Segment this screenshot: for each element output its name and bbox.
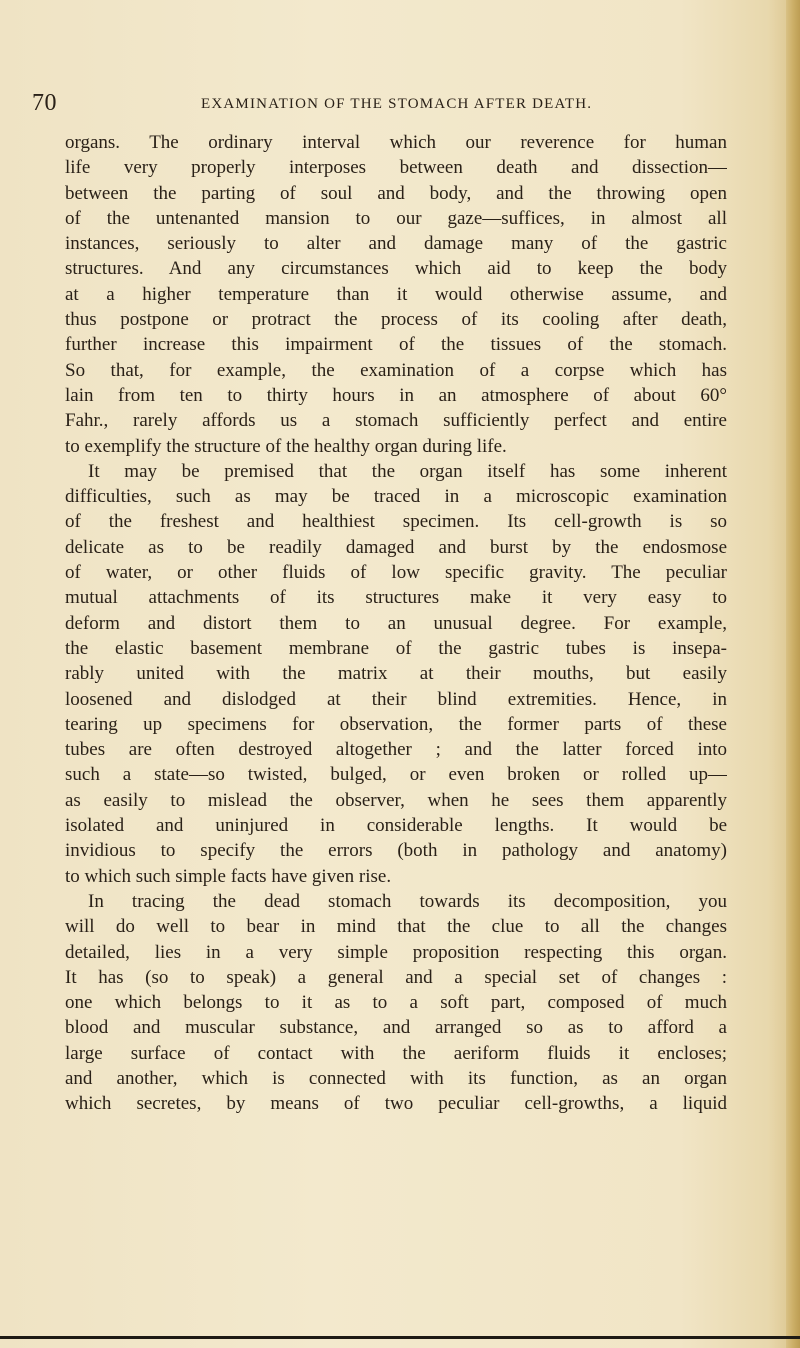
text-line: further increase this impairment of the tissues of the stomach. [65,334,727,356]
text-line: organs. The ordinary interval which our reverence for human [65,132,727,153]
text-line: which secretes, by means of two peculiar cell-growths, a liquid [65,1093,727,1115]
text-line: It may be premised that the organ itself has some inherent [88,460,727,482]
running-head: EXAMINATION OF THE STOMACH AFTER DEATH. [201,96,593,112]
text-line: of the untenanted mansion to our gaze—suffices, in almost all [65,207,727,229]
text-line: between the parting of soul and body, and the throwing open [65,182,727,204]
text-line: of the freshest and healthiest specimen. Its cell-growth is so [65,511,727,533]
text-line: the elastic basement membrane of the gastric tubes is insepa- [65,637,727,659]
text-line: deform and distort them to an unusual degree. For example, [65,612,727,634]
text-line: It has (so to speak) a general and a special set of changes : [65,966,727,988]
text-line: to which such simple facts have given rise. [65,865,392,887]
page-edge [786,0,800,1348]
text-line: loosened and dislodged at their blind extremities. Hence, in [65,688,727,710]
text-line: and another, which is connected with its function, as an organ [65,1067,727,1089]
text-line: life very properly interposes between death and dissection— [65,157,727,179]
text-line: detailed, lies in a very simple proposition respecting this organ. [65,941,727,963]
text-line: lain from ten to thirty hours in an atmosphere of about 60° [65,384,727,406]
text-line: at a higher temperature than it would otherwise assume, and [65,283,727,305]
text-line: rably united with the matrix at their mouths, but easily [65,663,727,685]
body-text [65,130,727,1117]
text-line: one which belongs to it as to a soft part, composed of much [65,992,727,1014]
text-line: invidious to specify the errors (both in pathology and anatomy) [65,840,727,862]
page-number: 70 [32,90,57,116]
text-line: such a state—so twisted, bulged, or even broken or rolled up— [65,764,727,786]
text-line: In tracing the dead stomach towards its decomposition, you [88,890,727,912]
text-line: tearing up specimens for observation, the former parts of these [65,713,727,735]
bottom-rule [0,1336,800,1339]
text-line: instances, seriously to alter and damage many of the gastric [65,233,727,255]
text-line: to exemplify the structure of the healthy organ during life. [65,435,507,457]
text-line: large surface of contact with the aeriform fluids it encloses; [65,1042,727,1064]
text-line: of water, or other fluids of low specific gravity. The peculiar [65,562,727,584]
text-line: So that, for example, the examination of a corpse which has [65,359,727,381]
text-line: tubes are often destroyed altogether ; and the latter forced into [65,739,727,761]
text-line: delicate as to be readily damaged and burst by the endosmose [65,536,727,558]
text-line: thus postpone or protract the process of its cooling after death, [65,309,727,331]
text-line: structures. And any circumstances which aid to keep the body [65,258,727,280]
text-line: blood and muscular substance, and arranged so as to afford a [65,1017,727,1039]
page-header [32,90,732,120]
text-line: will do well to bear in mind that the clue to all the changes [65,916,727,938]
text-line: isolated and uninjured in considerable lengths. It would be [65,815,727,837]
text-line: as easily to mislead the observer, when he sees them apparently [65,789,727,811]
text-line: Fahr., rarely affords us a stomach sufficiently perfect and entire [65,410,727,432]
text-line: mutual attachments of its structures make it very easy to [65,587,727,609]
text-line: difficulties, such as may be traced in a microscopic examination [65,486,727,508]
